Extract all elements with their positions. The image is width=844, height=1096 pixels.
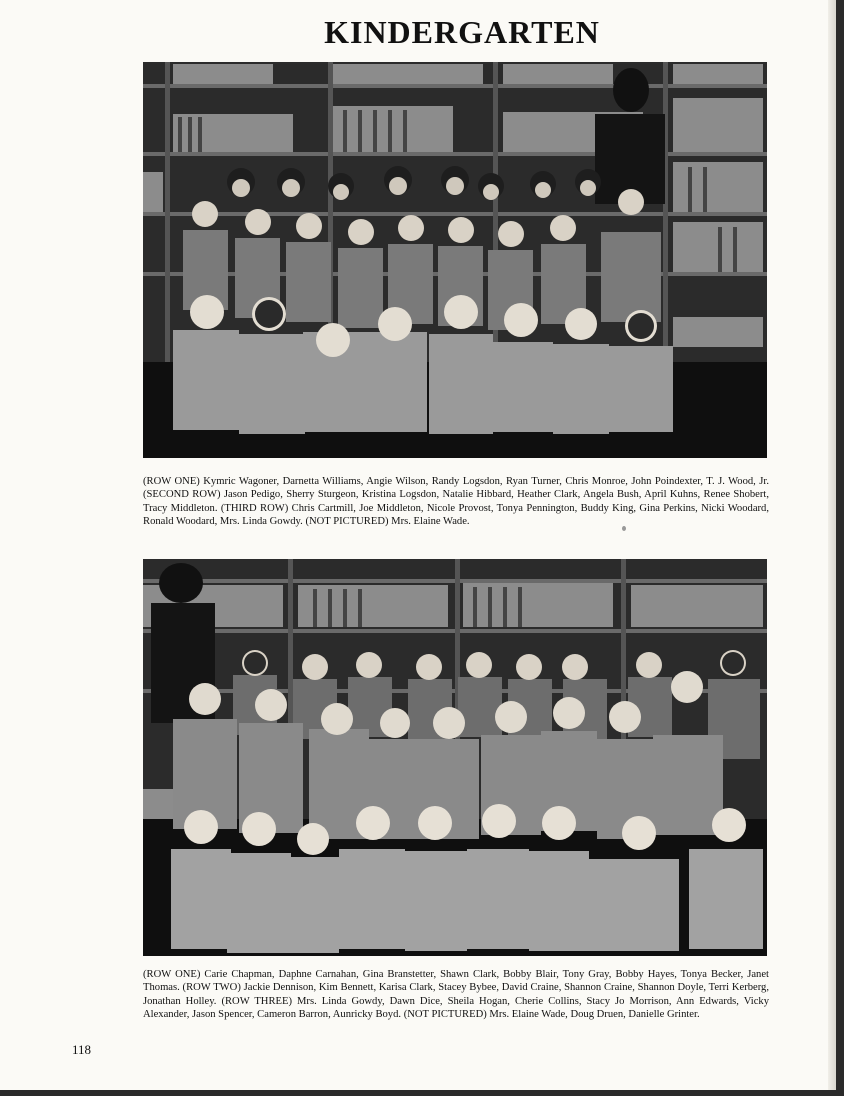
photo-2-caption: (ROW ONE) Carie Chapman, Daphne Carnahan, Gina Branstetter, Shawn Clark, Bobby Blair, Tony Gray, Bobby Hayes, Tonya Becker, Janet Thomas. (ROW TWO) Jackie Dennison, Kim Bennett, Karisa Clark, Stacey Bybee, David Craine, Shannon Craine, Shannon Doyle, Terri Kerberg, Jonathan Holley. (ROW THREE) Mrs. Linda Gowdy, Dawn Dice, Sheila Hogan, Cherie Collins, Stacy Jo Morrison, Ann Edwards, Vicky Alexander, Jason Spencer, Cameron Barron, Aunricky Boyd. (NOT PICTURED) Mrs. Elaine Wade, Doug Druen, Danielle Grinter.: [143, 969, 769, 1021]
photo-1-caption: (ROW ONE) Kymric Wagoner, Darnetta Williams, Angie Wilson, Randy Logsdon, Ryan Turner, Chris Monroe, John Poindexter, T. J. Wood, Jr. (SECOND ROW) Jason Pedigo, Sherry Sturgeon, Kristina Logsdon, Natalie Hibbard, Heather Clark, Angela Bush, April Kuhns, Renee Shobert, Tracy Middleton. (THIRD ROW) Chris Cartmill, Joe Middleton, Nicole Provost, Tonya Pennington, Buddy King, Gina Perkins, Nicki Woodard, Ronald Woodard, Mrs. Linda Gowdy. (NOT PICTURED) Mrs. Elaine Wade.: [143, 476, 769, 528]
page-edge: [828, 0, 836, 1090]
page-title: KINDERGARTEN: [324, 14, 600, 50]
class-photo-1: [143, 62, 767, 458]
class-photo-2: [143, 559, 767, 956]
page-number: 118: [72, 1042, 92, 1057]
page-speck: [622, 526, 626, 531]
